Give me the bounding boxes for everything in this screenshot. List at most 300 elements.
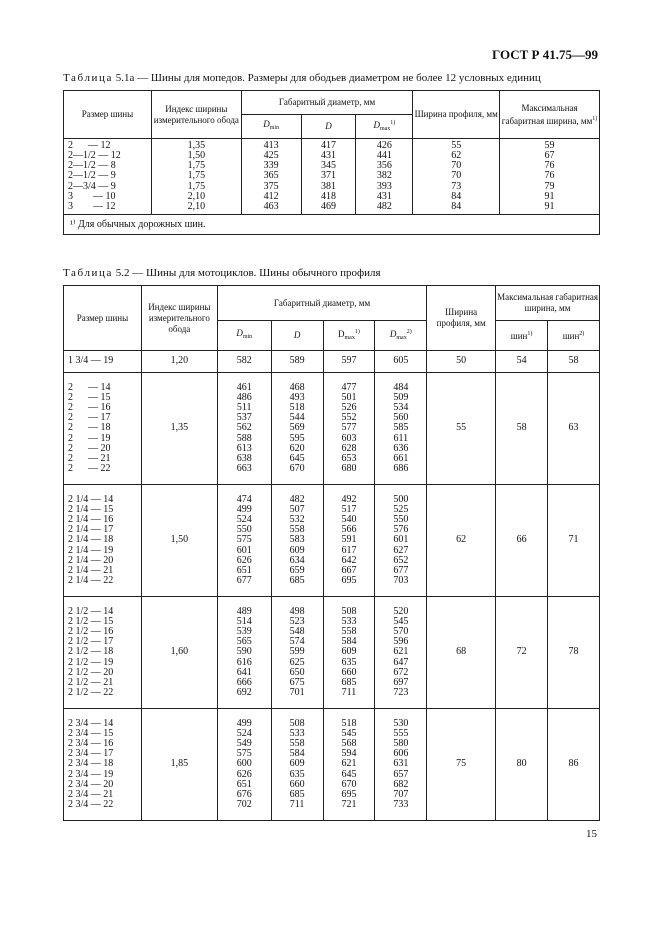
dmax2-row: 545 [393,615,409,627]
t1-col-sizes-row: 2—1/2 — 9 [68,170,116,182]
t2-head-width: Ширина профиля, мм [427,286,496,351]
size-row: 2 — 17 [68,412,111,424]
t1-col-d-row: 469 [321,200,337,212]
t1-col-dmax-row: 393 [376,180,392,192]
dmax1-row: 533 [341,615,357,627]
dmax2-row: 484 [393,381,409,393]
dmin-row: 677 [236,575,252,587]
t2-head-dmin-letter: D [236,328,243,338]
t1-head-d [301,115,356,139]
t1-col-d [301,139,356,215]
dmax2-row: 611 [393,432,409,444]
dmax1-row: 711 [341,687,357,699]
dmax2-row: 580 [393,738,409,750]
size-row: 2 3/4 — 16 [68,738,114,750]
dmin-row: 499 [236,503,252,515]
dmin-row: 692 [236,687,252,699]
cell-dmax2 [375,709,427,821]
dmin-row: 524 [236,514,252,526]
dmax1-row: 577 [341,422,357,434]
dmin-row: 588 [236,432,252,444]
dmax1-row: 645 [341,768,357,780]
size-row: 2 1/2 — 20 [68,666,114,678]
dmax2-row: 555 [393,727,409,739]
cell-d [271,373,323,485]
cell-dmax1 [323,485,375,597]
dmax2-row: 585 [393,422,409,434]
size-row: 2 1/4 — 18 [68,534,114,546]
dmax1-row: 609 [341,646,357,658]
t2-head-d-letter: D [293,330,301,340]
table2-caption [63,267,381,279]
d-row: 508 [289,717,305,729]
t1-col-d-row: 431 [321,150,337,162]
d-row: 558 [289,524,305,536]
dmin-row: 524 [236,727,252,739]
cell-sizes [64,709,142,821]
cell-dmax1 [323,597,375,709]
table-row [64,485,600,597]
cell-width: 68 [427,597,496,709]
t1-col-dmax [356,139,413,215]
cell-rim: 1,20 [141,351,217,373]
d-row: 498 [289,605,305,617]
cell-rim: 1,60 [141,597,217,709]
t2-head-tyre1-sup: 1) [527,331,533,337]
dmin-row: 626 [236,768,252,780]
d-row: 599 [289,646,305,658]
t2-head-diameter: Габаритный диаметр, мм [217,286,426,321]
cell-d [271,485,323,597]
size-row: 2 1/4 — 19 [68,544,114,556]
d-row: 544 [289,412,305,424]
table-row [64,597,600,709]
t2-head-dmax2-letter: D [389,329,397,339]
dmin-row: 511 [236,402,252,414]
t1-col-rim-row: 1,75 [187,180,206,192]
cell-dmin [217,709,271,821]
cell-width: 75 [427,709,496,821]
dmin-row: 626 [236,554,252,566]
t1-col-rim-row: 1,75 [187,160,206,172]
size-row: 2 3/4 — 15 [68,727,114,739]
t1-col-rim-row: 1,35 [187,139,206,151]
dmax1-row: 680 [341,463,357,475]
t1-col-width [413,139,500,215]
dmax1-row: 670 [341,778,357,790]
dmax2-row: 661 [393,452,409,464]
dmin-row: 600 [236,758,252,770]
dmax2-row: 686 [393,463,409,475]
table-row [64,351,600,373]
size-row: 2 — 14 [68,381,111,393]
size-row: 2 — 16 [68,402,111,414]
cell-dmin [217,485,271,597]
t2-head-tyre2-sup: 2) [579,331,585,337]
dmax1-row: 721 [341,799,357,811]
t1-col-max-width-row: 91 [544,200,555,212]
t1-col-width-row: 55 [451,139,462,151]
size-row: 2 — 15 [68,391,111,403]
d-row: 493 [289,391,305,403]
dmax1-row: 597 [341,355,357,367]
size-row: 2 1/2 — 18 [68,646,114,658]
t2-head-dmax2 [375,321,427,351]
dmax2-row: 657 [393,768,409,780]
cell-max-width-1: 66 [496,485,548,597]
dmax1-row: 617 [341,544,357,556]
dmax1-row: 558 [341,626,357,638]
d-row: 532 [289,514,305,526]
d-row: 468 [289,381,305,393]
dmax2-row: 697 [393,676,409,688]
dmax1-row: 508 [341,605,357,617]
dmin-row: 601 [236,544,252,556]
d-row: 711 [289,799,305,811]
t2-head-dmax1-sup: 1) [354,329,360,335]
dmax1-row: 517 [341,503,357,515]
cell-max-width-1: 72 [496,597,548,709]
t2-head-tyre2-text: шин [562,331,580,341]
d-row: 482 [289,493,305,505]
dmax2-row: 606 [393,748,409,760]
t1-head-max-width-text: Максимальная габаритная ширина, мм [501,102,593,126]
d-row: 635 [289,768,305,780]
dmin-row: 590 [236,646,252,658]
size-row: 2 1/2 — 14 [68,605,114,617]
cell-dmax2 [375,373,427,485]
size-row: 2 3/4 — 20 [68,778,114,790]
dmin-row: 616 [236,656,252,668]
t2-head-dmax1-letter: D [338,329,345,339]
dmax1-row: 635 [341,656,357,668]
t1-head-max-width [500,91,600,139]
d-row: 685 [289,575,305,587]
d-row: 685 [289,788,305,800]
t2-head-tyre1-text: шин [510,331,528,341]
dmax1-row: 628 [341,442,357,454]
table-row [64,709,600,821]
size-row: 2 1/2 — 21 [68,676,114,688]
cell-d [271,709,323,821]
t1-col-rim-row: 2,10 [187,190,206,202]
dmax1-row: 653 [341,452,357,464]
t1-col-max-width-row: 76 [544,170,555,182]
t2-head-dmin [217,321,271,351]
size-row: 2 3/4 — 18 [68,758,114,770]
cell-max-width-1: 58 [496,373,548,485]
dmax2-row: 509 [393,391,409,403]
t1-head-width: Ширина профиля, мм [413,91,500,139]
dmax2-row: 647 [393,656,409,668]
t1-col-d-row: 417 [321,139,337,151]
t1-col-dmin-row: 365 [263,170,279,182]
t1-head-diameter: Габаритный диаметр, мм [241,91,413,115]
d-row: 595 [289,432,305,444]
dmax1-row: 526 [341,402,357,414]
cell-max-width-1: 54 [496,351,548,373]
d-row: 609 [289,758,305,770]
size-row: 2 — 19 [68,432,111,444]
t1-col-max-width-row: 91 [544,190,555,202]
dmax2-row: 677 [393,564,409,576]
d-row: 574 [289,636,305,648]
dmax2-row: 621 [393,646,409,658]
t1-col-max-width-row: 79 [544,180,555,192]
size-row: 1 3/4 — 19 [68,355,114,367]
d-row: 584 [289,748,305,760]
dmin-row: 641 [236,666,252,678]
table1-caption-text: 5.1а — Шины для мопедов. Размеры для ободьев диаметром не более 12 условных единиц [113,72,541,84]
t1-head-max-width-sup: 1) [592,115,598,122]
t1-col-max-width-row: 76 [544,160,555,172]
t2-head-d [271,321,323,351]
dmin-row: 486 [236,391,252,403]
t2-head-dmax2-sup: 2) [406,329,412,335]
cell-max-width-2: 86 [548,709,600,821]
cell-dmin [217,597,271,709]
dmax1-row: 501 [341,391,357,403]
dmax1-row: 568 [341,738,357,750]
dmax1-row: 566 [341,524,357,536]
table1-caption-label: Таблица [63,72,113,84]
dmax2-row: 605 [393,355,409,367]
d-row: 558 [289,738,305,750]
size-row: 2 3/4 — 17 [68,748,114,760]
dmax2-row: 601 [393,534,409,546]
dmax2-row: 560 [393,412,409,424]
d-row: 609 [289,544,305,556]
table-5-2 [63,285,600,821]
dmax2-row: 652 [393,554,409,566]
d-row: 645 [289,452,305,464]
cell-dmax2 [375,597,427,709]
cell-max-width-2: 58 [548,351,600,373]
d-row: 670 [289,463,305,475]
cell-max-width-2: 63 [548,373,600,485]
cell-dmin [217,373,271,485]
t1-col-max-width [500,139,600,215]
document-header: ГОСТ Р 41.75—99 [492,47,598,62]
t1-head-dmin-sub: min [269,125,280,131]
cell-width: 55 [427,373,496,485]
size-row: 2 3/4 — 21 [68,788,114,800]
t1-col-sizes-row: 2 — 12 [68,139,111,151]
t1-col-dmax-row: 356 [376,160,392,172]
t1-col-sizes-row: 2—3/4 — 9 [68,180,116,192]
page-number: 15 [586,828,597,840]
size-row: 2 — 22 [68,463,111,475]
d-row: 589 [289,355,305,367]
dmax1-row: 695 [341,575,357,587]
t2-body [64,351,600,821]
dmax1-row: 660 [341,666,357,678]
dmax1-row: 492 [341,493,357,505]
dmax2-row: 576 [393,524,409,536]
dmin-row: 582 [236,355,252,367]
size-row: 2 3/4 — 22 [68,799,114,811]
t2-head-tyre2 [548,321,600,351]
size-row: 2 1/4 — 22 [68,575,114,587]
t1-col-width-row: 84 [451,200,462,212]
dmin-row: 663 [236,463,252,475]
dmin-row: 461 [236,381,252,393]
dmax1-row: 552 [341,412,357,424]
t2-head-max-width: Максимальная габаритная ширина, мм [496,286,600,321]
t1-col-max-width-row: 67 [544,150,555,162]
d-row: 523 [289,615,305,627]
t1-col-width-row: 70 [451,170,462,182]
t1-head-dmax-sub: max [379,126,391,132]
d-row: 507 [289,503,305,515]
t1-col-dmin-row: 375 [263,180,279,192]
t1-col-dmax-row: 426 [376,139,392,151]
d-row: 583 [289,534,305,546]
dmax1-row: 591 [341,534,357,546]
t1-head-dmax-letter: D [373,120,380,130]
size-row: 2 1/4 — 15 [68,503,114,515]
dmax2-row: 682 [393,778,409,790]
dmax1-row: 621 [341,758,357,770]
cell-dmin [217,351,271,373]
cell-width: 62 [427,485,496,597]
t1-col-rim-row: 2,10 [187,200,206,212]
t1-col-dmax-row: 441 [376,150,392,162]
size-row: 2 3/4 — 14 [68,717,114,729]
dmin-row: 474 [236,493,252,505]
cell-sizes [64,373,142,485]
t2-head-dmax1 [323,321,375,351]
t1-col-dmax-row: 431 [376,190,392,202]
d-row: 701 [289,687,305,699]
t1-col-sizes-row: 2—1/2 — 12 [68,150,121,162]
size-row: 2 1/4 — 20 [68,554,114,566]
d-row: 518 [289,402,305,414]
dmax2-row: 525 [393,503,409,515]
dmin-row: 651 [236,778,252,790]
t1-col-dmin-row: 339 [263,160,279,172]
dmin-row: 499 [236,717,252,729]
t1-col-width-row: 73 [451,180,462,192]
dmax2-row: 596 [393,636,409,648]
t1-col-rim [151,139,241,215]
table-row [64,373,600,485]
cell-dmax2 [375,485,427,597]
t1-head-dmax [356,115,413,139]
dmin-row: 575 [236,534,252,546]
t2-head-dmin-sub: min [242,334,253,340]
dmax2-row: 550 [393,514,409,526]
dmax2-row: 627 [393,544,409,556]
cell-max-width-2: 71 [548,485,600,597]
d-row: 660 [289,778,305,790]
size-row: 2 — 18 [68,422,111,434]
t1-col-d-row: 345 [321,160,337,172]
t2-head-size: Размер шины [64,286,142,351]
d-row: 569 [289,422,305,434]
dmax1-row: 584 [341,636,357,648]
dmin-row: 562 [236,422,252,434]
dmax2-row: 520 [393,605,409,617]
size-row: 2 1/2 — 15 [68,615,114,627]
cell-width: 50 [427,351,496,373]
cell-d [271,597,323,709]
t1-head-size: Размер шины [64,91,152,139]
t2-head-tyre1 [496,321,548,351]
t1-head-dmin [241,115,301,139]
table2-caption-label: Таблица [63,267,113,279]
t1-col-sizes-row: 3 — 12 [68,200,116,212]
t1-col-dmax-row: 482 [376,200,392,212]
t1-col-rim-row: 1,50 [187,150,206,162]
t1-col-width-row: 62 [451,150,462,162]
dmax2-row: 707 [393,788,409,800]
cell-dmax2 [375,351,427,373]
cell-dmax1 [323,373,375,485]
t1-col-dmin-row: 425 [263,150,279,162]
table2-caption-text: 5.2 — Шины для мотоциклов. Шины обычного профиля [113,267,381,279]
size-row: 2 1/4 — 16 [68,514,114,526]
dmax1-row: 594 [341,748,357,760]
t1-col-dmin [241,139,301,215]
t1-col-d-row: 371 [321,170,337,182]
t1-head-rim: Индекс ширины измерительного обода [151,91,241,139]
cell-rim: 1,50 [141,485,217,597]
d-row: 548 [289,626,305,638]
size-row: 2 1/2 — 19 [68,656,114,668]
cell-max-width-1: 80 [496,709,548,821]
cell-d [271,351,323,373]
d-row: 650 [289,666,305,678]
dmin-row: 514 [236,615,252,627]
size-row: 2 1/2 — 16 [68,626,114,638]
dmin-row: 666 [236,676,252,688]
dmax1-row: 477 [341,381,357,393]
t2-head-rim: Индекс ширины измерительного обода [141,286,217,351]
cell-sizes [64,597,142,709]
size-row: 2 1/2 — 17 [68,636,114,648]
cell-sizes [64,485,142,597]
d-row: 625 [289,656,305,668]
dmin-row: 613 [236,442,252,454]
t1-col-dmax-row: 382 [376,170,392,182]
size-row: 2 1/4 — 21 [68,564,114,576]
dmin-row: 702 [236,799,252,811]
d-row: 675 [289,676,305,688]
dmax1-row: 642 [341,554,357,566]
dmax1-row: 518 [341,717,357,729]
dmax1-row: 695 [341,788,357,800]
dmin-row: 565 [236,636,252,648]
t1-col-d-row: 418 [321,190,337,202]
dmin-row: 676 [236,788,252,800]
t1-col-sizes [64,139,152,215]
t2-head-dmax1-sub: max [344,335,355,341]
dmax2-row: 631 [393,758,409,770]
cell-dmax1 [323,709,375,821]
dmax2-row: 703 [393,575,409,587]
size-row: 2 3/4 — 19 [68,768,114,780]
t1-col-width-row: 70 [451,160,462,172]
size-row: 2 1/4 — 14 [68,493,114,505]
d-row: 620 [289,442,305,454]
dmax2-row: 636 [393,442,409,454]
dmin-row: 651 [236,564,252,576]
dmin-row: 575 [236,748,252,760]
t1-col-dmin-row: 413 [263,139,279,151]
dmin-row: 539 [236,626,252,638]
table1-caption [63,72,541,84]
